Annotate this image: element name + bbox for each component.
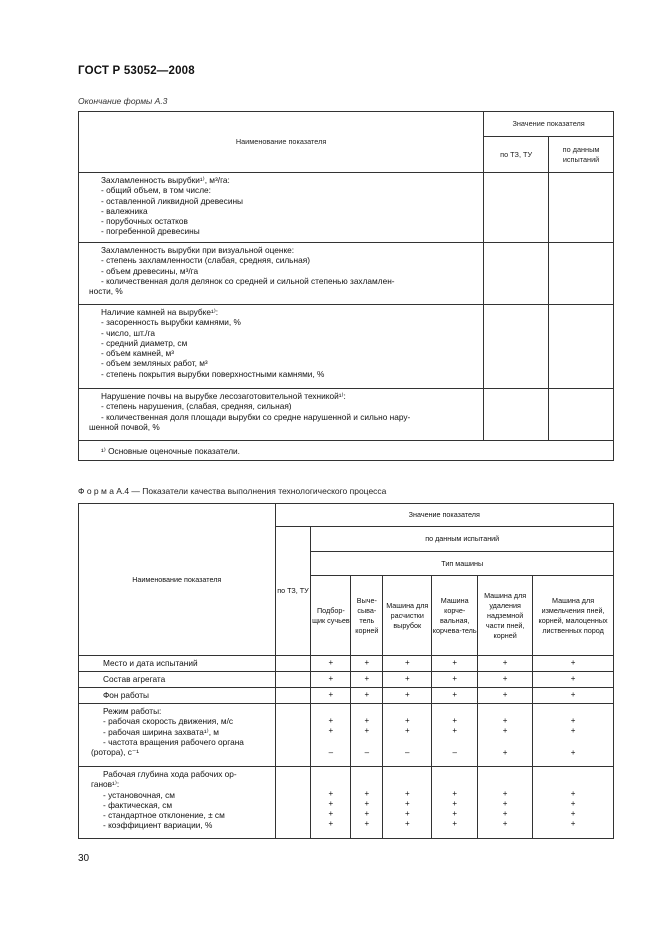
table2-caption: Ф о р м а А.4 — Показатели качества выполнения технологического процесса <box>78 486 387 496</box>
machine-header: Машина для удаления надземной части пней, корней <box>478 576 533 656</box>
mode-col-6: + + + <box>533 704 614 767</box>
table1-cell <box>484 389 549 441</box>
machine-header: Подбор-щик сучьев <box>311 576 351 656</box>
document-header: ГОСТ Р 53052—2008 <box>78 65 195 77</box>
table1-col-name: Наименование показателя <box>79 112 484 173</box>
table2-cell <box>275 704 311 767</box>
table2-cell <box>275 767 311 839</box>
table1-row-2: Захламленность вырубки при визуальной оценке: - степень захламленности (слабая, средняя, сильная) - объем древесины, м³/га - количественная доля делянок со средней и сильной степенью захламлен- ности, % <box>79 243 484 305</box>
table1-cell <box>549 389 614 441</box>
mode-col-4: + + – <box>432 704 478 767</box>
machine-header: Машина для измельчения пней, корней, малоценных лиственных пород <box>533 576 614 656</box>
table2-row-depth: Рабочая глубина хода рабочих ор- ганов¹⁾: - установочная, см - фактическая, см - стандартное отклонение, ± см - коэффициент вариации, % <box>79 767 276 839</box>
table1-cell <box>484 173 549 243</box>
table1-col-test: по данным испытаний <box>549 137 614 173</box>
table1-cell <box>484 305 549 389</box>
table2-col-value: Значение показателя <box>275 504 613 527</box>
table1-row-4: Нарушение почвы на вырубке лесозаготовительной техникой¹⁾: - степень нарушения, (слабая, средняя, сильная) - количественная доля площади вырубки со средне нарушенной и сильно нару- шенной почвой, % <box>79 389 484 441</box>
table1-cell <box>549 173 614 243</box>
mode-col-2: + + – <box>351 704 383 767</box>
mode-col-5: + + + <box>478 704 533 767</box>
table1-col-value: Значение показателя <box>484 112 614 137</box>
table2-col-type: Тип машины <box>311 552 614 576</box>
table2-row-label: Состав агрегата <box>79 672 276 688</box>
machine-header: Машина корче-вальная, корчева-тель <box>432 576 478 656</box>
table1-footnote: ¹⁾ Основные оценочные показатели. <box>79 441 614 461</box>
depth-col-3: + + + + <box>383 767 432 839</box>
table1-row-3: Наличие камней на вырубке¹⁾: - засоренность вырубки камнями, % - число, шт./га - средний диаметр, см - объем камней, м³ - объем земляных работ, м³ - степень покрытия вырубки поверхностными камнями, % <box>79 305 484 389</box>
depth-col-4: + + + + <box>432 767 478 839</box>
depth-col-1: + + + + <box>311 767 351 839</box>
table2-col-tz: по ТЗ, ТУ <box>275 527 311 656</box>
table2: Наименование показателя Значение показателя по ТЗ, ТУ по данным испытаний Тип машины Подбор-щик сучьев Выче-сыва-тель корней Машина для расчистки вырубок Машина корче-вальная, корчева-тель Машина для удаления надземной части пней, корней Машина для измельчения пней, корней, малоценных лиственных пород Место и дата испытаний + + + + + + Состав агрегата + + + + + + Фон работы + + + + + + Режим работы: - рабочая скорость движения, м/с - рабочая ширина захвата¹⁾, м - частота вращения рабочего органа (ротора), с⁻¹ + + – + + – + + – + + – + + + + + + Рабочая глубина хода рабочих ор- ганов¹⁾: - установочная, см - фактическая, см - стандартное отклонение, ± см - коэффициент вариации, % + + + + + + + + + + + + + + + + + + + + + + + + <box>78 503 614 839</box>
table2-row-label: Место и дата испытаний <box>79 656 276 672</box>
table2-col-name: Наименование показателя <box>79 504 276 656</box>
mode-col-3: + + – <box>383 704 432 767</box>
table1-cell <box>549 243 614 305</box>
table1-cell <box>549 305 614 389</box>
table1-row-1: Захламленность вырубки¹⁾, м³/га: - общий объем, в том числе: - оставленной ликвидной древесины - валежника - порубочных остатков - погребенной древесины <box>79 173 484 243</box>
depth-col-2: + + + + <box>351 767 383 839</box>
depth-col-5: + + + + <box>478 767 533 839</box>
machine-header: Выче-сыва-тель корней <box>351 576 383 656</box>
table2-cell <box>275 688 311 704</box>
page-number: 30 <box>78 853 90 864</box>
table2-cell <box>275 672 311 688</box>
table1-caption: Окончание формы А.3 <box>78 96 168 106</box>
table2-row-mode: Режим работы: - рабочая скорость движения, м/с - рабочая ширина захвата¹⁾, м - частота вращения рабочего органа (ротора), с⁻¹ <box>79 704 276 767</box>
machine-header: Машина для расчистки вырубок <box>383 576 432 656</box>
table2-col-test: по данным испытаний <box>311 527 614 552</box>
table2-row-label: Фон работы <box>79 688 276 704</box>
table1 <box>78 111 614 461</box>
depth-col-6: + + + + <box>533 767 614 839</box>
table1-col-tz: по ТЗ, ТУ <box>484 137 549 173</box>
table1-cell <box>484 243 549 305</box>
mode-col-1: + + – <box>311 704 351 767</box>
table2-cell <box>275 656 311 672</box>
